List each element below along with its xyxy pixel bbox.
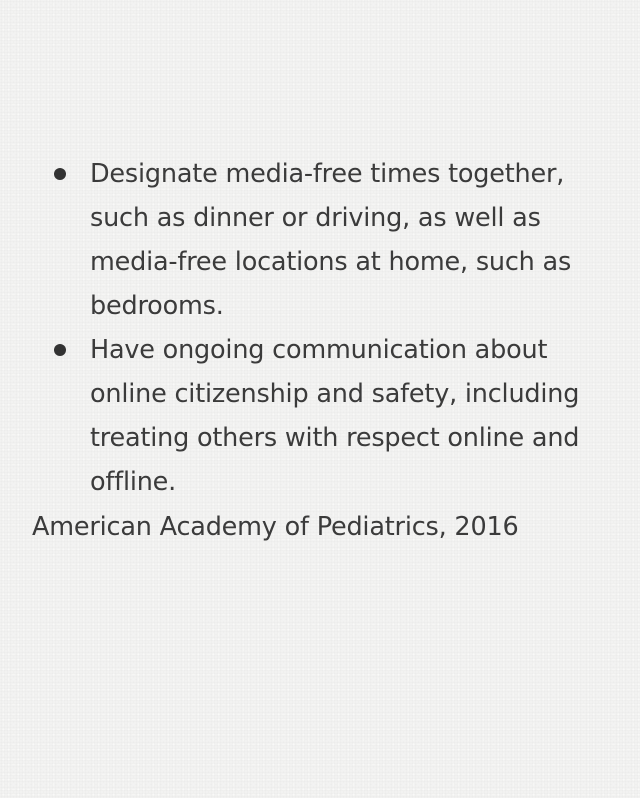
list-item-line: offline. <box>90 467 177 497</box>
bullet-icon <box>54 168 66 180</box>
bullet-list <box>0 152 640 504</box>
list-item-line: treating others with respect online and <box>90 423 580 453</box>
list-item-line: bedrooms. <box>90 291 224 321</box>
list-item-line: Designate media-free times together, <box>90 159 565 189</box>
list-item-line: such as dinner or driving, as well as <box>90 203 541 233</box>
list-item <box>0 152 640 328</box>
bullet-icon <box>54 344 66 356</box>
list-item-line: online citizenship and safety, including <box>90 379 580 409</box>
list-item-line: media-free locations at home, such as <box>90 247 572 277</box>
citation: American Academy of Pediatrics, 2016 <box>32 512 519 542</box>
list-item <box>0 328 640 504</box>
list-item-line: Have ongoing communication about <box>90 335 548 365</box>
